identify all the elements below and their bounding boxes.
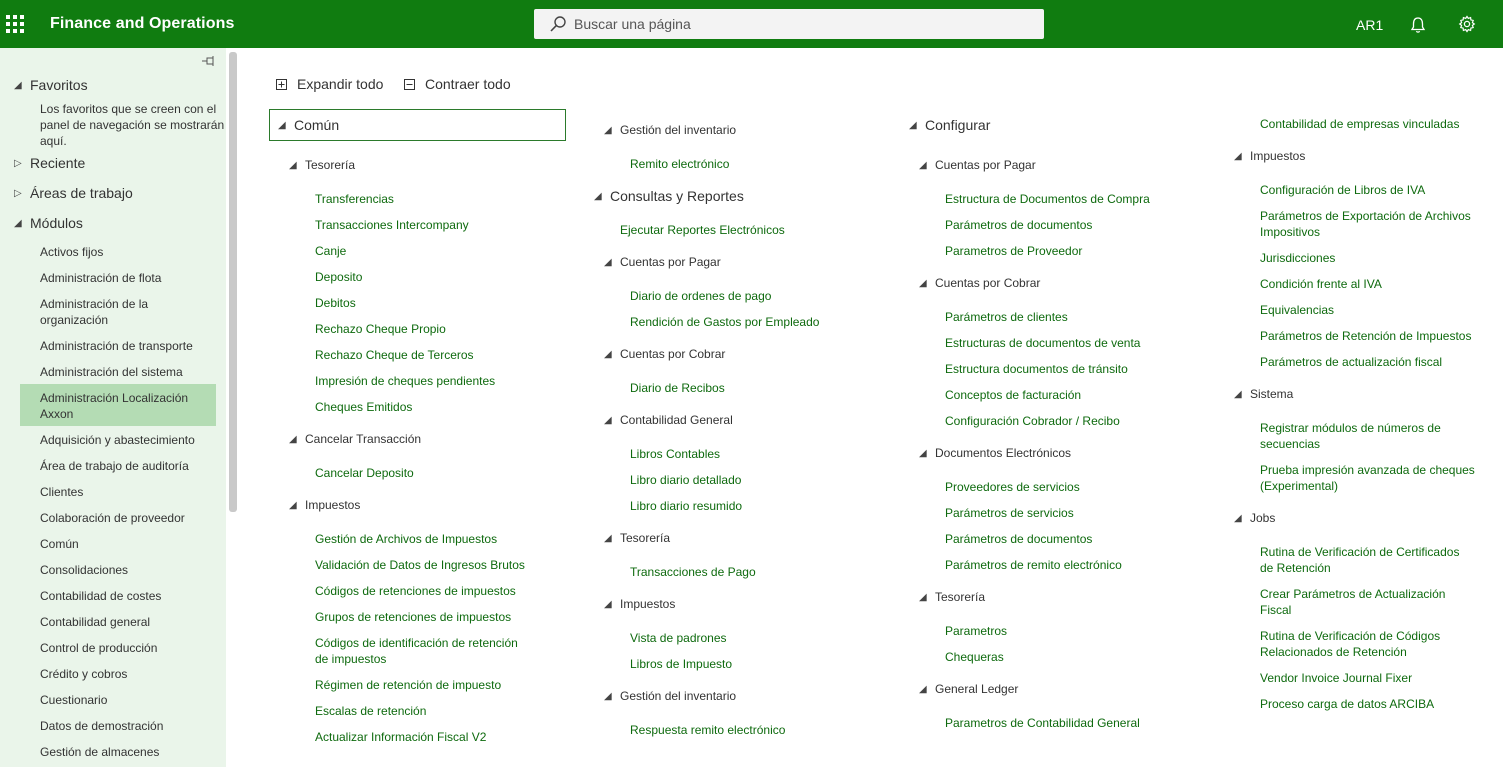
menu-link[interactable]: Estructura documentos de tránsito xyxy=(945,362,1128,376)
group-gestion-inventario[interactable]: ◢ Gestión del inventario xyxy=(604,123,737,137)
group-configurar[interactable]: ◢ Configurar xyxy=(909,117,991,133)
menu-link[interactable]: Deposito xyxy=(315,270,363,284)
group-documentos-electronicos[interactable]: ◢ Documentos Electrónicos xyxy=(919,446,1072,460)
menu-link[interactable]: Parámetros de Retención de Impuestos xyxy=(1260,329,1472,343)
expanded-arrow-icon: ◢ xyxy=(909,119,917,131)
module-item[interactable]: Control de producción xyxy=(40,641,158,655)
module-item[interactable]: Contabilidad de costes xyxy=(40,589,162,603)
group-jobs[interactable]: ◢ Jobs xyxy=(1234,511,1276,525)
nav-recent[interactable]: ▷ Reciente xyxy=(14,155,86,171)
module-item-selected[interactable]: Administración Localización Axxon xyxy=(20,384,216,426)
menu-link[interactable]: Proceso carga de datos ARCIBA xyxy=(1260,697,1435,711)
module-item[interactable]: Administración del sistema xyxy=(40,365,183,379)
expanded-arrow-icon: ◢ xyxy=(289,433,297,445)
group-sistema[interactable]: ◢ Sistema xyxy=(1234,387,1294,401)
nav-scrollbar[interactable] xyxy=(229,52,237,512)
expanded-arrow-icon: ◢ xyxy=(604,256,612,268)
search-icon xyxy=(549,16,567,32)
menu-link[interactable]: Diario de Recibos xyxy=(630,381,725,395)
menu-link[interactable]: Parámetros de Exportación de Archivos Impositivos xyxy=(1260,209,1471,239)
menu-link[interactable]: Estructuras de documentos de venta xyxy=(945,336,1141,350)
expanded-arrow-icon: ◢ xyxy=(604,124,612,136)
menu-link[interactable]: Registrar módulos de números de secuencias xyxy=(1260,421,1441,451)
menu-link[interactable]: Configuración Cobrador / Recibo xyxy=(945,414,1120,428)
expanded-arrow-icon: ◢ xyxy=(919,591,927,603)
module-item[interactable]: Datos de demostración xyxy=(40,719,164,733)
expanded-arrow-icon: ◢ xyxy=(604,348,612,360)
module-item[interactable]: Área de trabajo de auditoría xyxy=(40,459,189,473)
menu-link[interactable]: Transacciones de Pago xyxy=(630,565,756,579)
group-gestion-inventario[interactable]: ◢ Gestión del inventario xyxy=(604,689,737,703)
expanded-arrow-icon: ◢ xyxy=(14,79,22,91)
menu-link[interactable]: Libro diario resumido xyxy=(630,499,743,513)
group-impuestos[interactable]: ◢ Impuestos xyxy=(1234,149,1306,163)
module-item[interactable]: Gestión de almacenes xyxy=(40,745,160,759)
search-box[interactable] xyxy=(534,9,1044,39)
menu-link[interactable]: Cheques Emitidos xyxy=(315,400,413,414)
menu-link[interactable]: Parametros de Contabilidad General xyxy=(945,716,1140,730)
menu-link[interactable]: Canje xyxy=(315,244,347,258)
group-impuestos[interactable]: ◢ Impuestos xyxy=(289,498,361,512)
menu-link[interactable]: Rendición de Gastos por Empleado xyxy=(630,315,820,329)
menu-link[interactable]: Gestión de Archivos de Impuestos xyxy=(315,532,498,546)
app-launcher-icon[interactable] xyxy=(6,15,24,33)
module-item[interactable]: Contabilidad general xyxy=(40,615,151,629)
expanded-arrow-icon: ◢ xyxy=(604,414,612,426)
menu-link[interactable]: Proveedores de servicios xyxy=(945,480,1080,494)
group-cancelar-transaccion[interactable]: ◢ Cancelar Transacción xyxy=(289,432,422,446)
group-cuentas-por-cobrar[interactable]: ◢ Cuentas por Cobrar xyxy=(919,276,1041,290)
group-cuentas-por-pagar[interactable]: ◢ Cuentas por Pagar xyxy=(919,158,1036,172)
module-item[interactable]: Administración de la organización xyxy=(40,297,149,327)
expanded-arrow-icon: ◢ xyxy=(604,532,612,544)
group-impuestos[interactable]: ◢ Impuestos xyxy=(604,597,676,611)
menu-link[interactable]: Libro diario detallado xyxy=(630,473,742,487)
menu-link[interactable]: Códigos de retenciones de impuestos xyxy=(315,584,516,598)
group-cuentas-por-pagar[interactable]: ◢ Cuentas por Pagar xyxy=(604,255,721,269)
menu-link[interactable]: Códigos de identificación de retención de impuestos xyxy=(315,636,518,666)
menu-link[interactable]: Grupos de retenciones de impuestos xyxy=(315,610,512,624)
group-tesoreria[interactable]: ◢ Tesorería xyxy=(919,590,986,604)
menu-link[interactable]: Rechazo Cheque de Terceros xyxy=(315,348,474,362)
menu-link[interactable]: Rutina de Verificación de Códigos Relacionados de Retención xyxy=(1260,629,1441,659)
expanded-arrow-icon: ◢ xyxy=(14,217,22,229)
menu-link[interactable]: Conceptos de facturación xyxy=(945,388,1082,402)
top-bar xyxy=(0,0,1503,48)
menu-link[interactable]: Prueba impresión avanzada de cheques (Experimental) xyxy=(1260,463,1475,493)
menu-link[interactable]: Régimen de retención de impuesto xyxy=(315,678,502,692)
menu-link[interactable]: Diario de ordenes de pago xyxy=(630,289,772,303)
menu-link[interactable]: Parámetros de documentos xyxy=(945,532,1093,546)
expanded-arrow-icon: ◢ xyxy=(919,159,927,171)
menu-link[interactable]: Parametros de Proveedor xyxy=(945,244,1083,258)
nav-modules[interactable]: ◢ Módulos xyxy=(14,215,83,231)
menu-link[interactable]: Parámetros de remito electrónico xyxy=(945,558,1122,572)
expanded-arrow-icon: ◢ xyxy=(289,499,297,511)
menu-link[interactable]: Parametros xyxy=(945,624,1008,638)
favorites-description: Los favoritos que se creen con el panel de navegación se mostrarán aquí. xyxy=(40,102,225,148)
menu-link[interactable]: Transacciones Intercompany xyxy=(315,218,469,232)
menu-link[interactable]: Jurisdicciones xyxy=(1260,251,1336,265)
menu-link[interactable]: Crear Parámetros de Actualización Fiscal xyxy=(1260,587,1446,617)
menu-link[interactable]: Configuración de Libros de IVA xyxy=(1260,183,1426,197)
menu-link[interactable]: Parámetros de servicios xyxy=(945,506,1074,520)
menu-link[interactable]: Contabilidad de empresas vinculadas xyxy=(1260,117,1460,131)
expand-all-button[interactable]: Expandir todo xyxy=(276,76,383,92)
menu-link[interactable]: Remito electrónico xyxy=(630,157,730,171)
nav-favorites[interactable]: ◢ Favoritos xyxy=(14,77,88,93)
module-item[interactable]: Consolidaciones xyxy=(40,563,129,577)
expanded-arrow-icon: ◢ xyxy=(604,690,612,702)
expanded-arrow-icon: ◢ xyxy=(1234,150,1242,162)
menu-link[interactable]: Cancelar Deposito xyxy=(315,466,414,480)
group-general-ledger[interactable]: ◢ General Ledger xyxy=(919,682,1019,696)
collapsed-arrow-icon: ▷ xyxy=(14,187,22,199)
menu-link[interactable]: Rechazo Cheque Propio xyxy=(315,322,446,336)
menu-link[interactable]: Parámetros de actualización fiscal xyxy=(1260,355,1443,369)
menu-link[interactable]: Parámetros de documentos xyxy=(945,218,1093,232)
menu-link[interactable]: Escalas de retención xyxy=(315,704,427,718)
menu-link[interactable]: Condición frente al IVA xyxy=(1260,277,1382,291)
group-tesoreria[interactable]: ◢ Tesorería xyxy=(289,158,356,172)
app-title[interactable]: Finance and Operations xyxy=(50,15,235,32)
collapse-all-icon xyxy=(404,79,415,90)
pin-icon[interactable] xyxy=(201,55,217,67)
expanded-arrow-icon: ◢ xyxy=(1234,512,1242,524)
menu-link[interactable]: Equivalencias xyxy=(1260,303,1335,317)
menu-link[interactable]: Respuesta remito electrónico xyxy=(630,723,786,737)
module-item[interactable]: Administración de transporte xyxy=(40,339,193,353)
menu-link[interactable]: Libros Contables xyxy=(630,447,721,461)
menu-link[interactable]: Actualizar Información Fiscal V2 xyxy=(315,730,487,744)
group-consultas-reportes[interactable]: ◢ Consultas y Reportes xyxy=(594,188,744,204)
expanded-arrow-icon: ◢ xyxy=(604,598,612,610)
module-item[interactable]: Administración de flota xyxy=(40,271,162,285)
expanded-arrow-icon: ◢ xyxy=(919,277,927,289)
menu-link[interactable]: Transferencias xyxy=(315,192,394,206)
menu-link[interactable]: Ejecutar Reportes Electrónicos xyxy=(620,223,785,237)
menu-link[interactable]: Debitos xyxy=(315,296,356,310)
expanded-arrow-icon: ◢ xyxy=(919,683,927,695)
expand-all-icon xyxy=(276,79,287,90)
module-item[interactable]: Crédito y cobros xyxy=(40,667,128,681)
module-item[interactable]: Común xyxy=(40,537,79,551)
company-picker[interactable]: AR1 xyxy=(1356,17,1384,33)
menu-link[interactable]: Impresión de cheques pendientes xyxy=(315,374,496,388)
group-comun[interactable]: ◢ Común xyxy=(278,117,340,133)
group-cuentas-por-cobrar[interactable]: ◢ Cuentas por Cobrar xyxy=(604,347,726,361)
module-item[interactable]: Colaboración de proveedor xyxy=(40,511,185,525)
collapsed-arrow-icon: ▷ xyxy=(14,157,22,169)
menu-link[interactable]: Rutina de Verificación de Certificados de Retención xyxy=(1260,545,1460,575)
menu-link[interactable]: Estructura de Documentos de Compra xyxy=(945,192,1150,206)
menu-link[interactable]: Chequeras xyxy=(945,650,1004,664)
module-item[interactable]: Activos fijos xyxy=(40,245,104,259)
menu-link[interactable]: Vendor Invoice Journal Fixer xyxy=(1260,671,1413,685)
menu-link[interactable]: Parámetros de clientes xyxy=(945,310,1068,324)
group-tesoreria[interactable]: ◢ Tesorería xyxy=(604,531,671,545)
nav-workspaces[interactable]: ▷ Áreas de trabajo xyxy=(14,185,133,201)
menu-link[interactable]: Libros de Impuesto xyxy=(630,657,733,671)
settings-gear-icon[interactable] xyxy=(1458,15,1476,33)
notifications-bell-icon[interactable] xyxy=(1410,16,1426,34)
expanded-arrow-icon: ◢ xyxy=(289,159,297,171)
expanded-arrow-icon: ◢ xyxy=(278,119,286,131)
group-contabilidad-general[interactable]: ◢ Contabilidad General xyxy=(604,413,733,427)
menu-link[interactable]: Validación de Datos de Ingresos Brutos xyxy=(315,558,525,572)
module-item[interactable]: Cuestionario xyxy=(40,693,108,707)
menu-link[interactable]: Vista de padrones xyxy=(630,631,727,645)
module-item[interactable]: Adquisición y abastecimiento xyxy=(40,433,195,447)
module-item[interactable]: Clientes xyxy=(40,485,84,499)
search-input[interactable] xyxy=(574,9,1034,39)
expanded-arrow-icon: ◢ xyxy=(919,447,927,459)
expanded-arrow-icon: ◢ xyxy=(594,190,602,202)
collapse-all-button[interactable]: Contraer todo xyxy=(404,76,511,92)
expanded-arrow-icon: ◢ xyxy=(1234,388,1242,400)
